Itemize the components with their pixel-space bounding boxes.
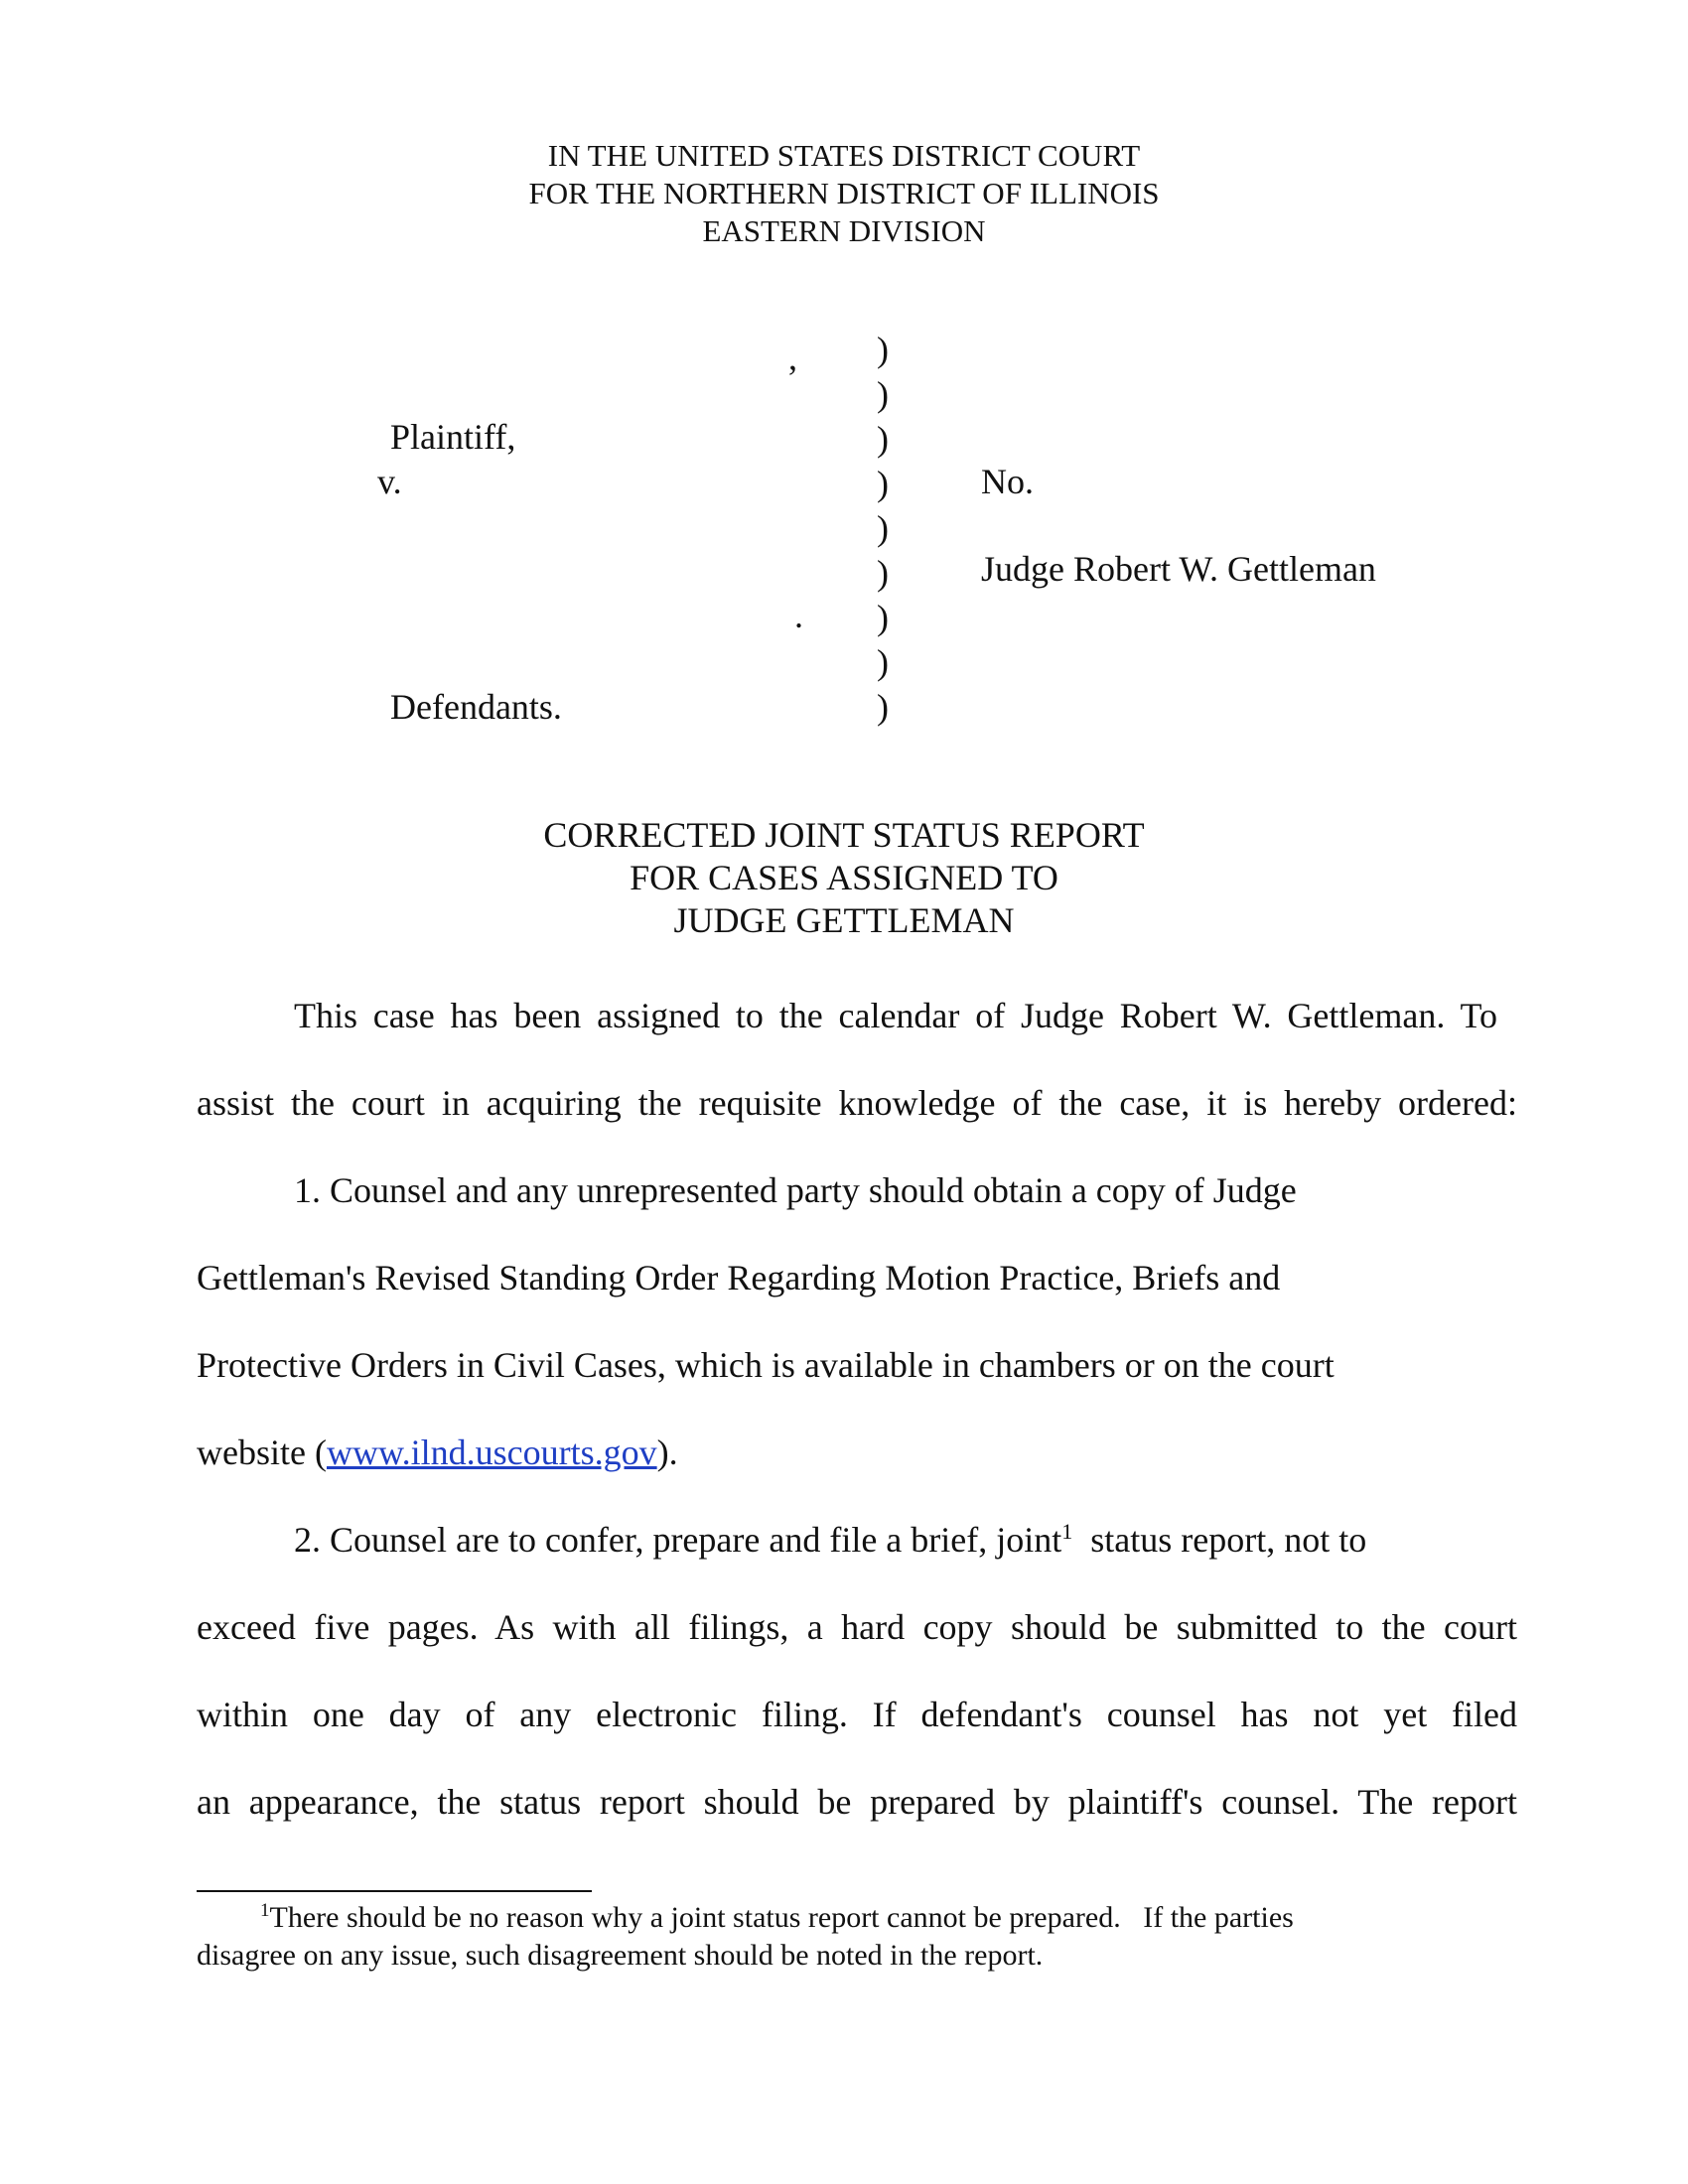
caption-paren: )	[877, 553, 889, 593]
document-title	[0, 814, 1688, 942]
caption-paren: )	[877, 598, 889, 637]
website-suffix: ).	[656, 1433, 678, 1472]
footnote-line: disagree on any issue, such disagreement should be noted in the report.	[197, 1939, 1044, 1972]
body-item2-line	[294, 1520, 1366, 1560]
body-item1-line: 1. Counsel and any unrepresented party should obtain a copy of Judge	[294, 1170, 1297, 1210]
body-intro-line: assist the court in acquiring the requisite knowledge of the case, it is hereby ordered:	[197, 1083, 1517, 1123]
body-item2-line: an appearance, the status report should be prepared by plaintiff's counsel. The report	[197, 1782, 1517, 1822]
caption-paren: )	[877, 508, 889, 548]
caption-defendant-period: .	[794, 596, 803, 635]
title-line: JUDGE GETTLEMAN	[673, 900, 1015, 940]
court-website-link[interactable]: www.ilnd.uscourts.gov	[326, 1433, 657, 1472]
court-district: FOR THE NORTHERN DISTRICT OF ILLINOIS	[528, 176, 1160, 210]
caption-paren: )	[877, 330, 889, 369]
item2-text: 2. Counsel are to confer, prepare and file a brief, joint	[294, 1520, 1062, 1560]
caption-paren: )	[877, 464, 889, 503]
footnote-marker: 1	[260, 1900, 270, 1921]
court-division: EASTERN DIVISION	[702, 213, 986, 248]
caption-case-number: No.	[981, 462, 1034, 501]
caption-paren: )	[877, 374, 889, 414]
body-item1-line: Gettleman's Revised Standing Order Regarding Motion Practice, Briefs and	[197, 1258, 1281, 1297]
footnote-separator	[197, 1890, 592, 1892]
caption-plaintiff-comma: ,	[788, 338, 797, 377]
body-item2-line: within one day of any electronic filing. If defendant's counsel has not yet filed	[197, 1695, 1517, 1734]
caption-paren: )	[877, 419, 889, 459]
item2-text: status report, not to	[1072, 1520, 1367, 1560]
body-item2-line: exceed five pages. As with all filings, a hard copy should be submitted to the court	[197, 1607, 1517, 1647]
title-line: CORRECTED JOINT STATUS REPORT	[543, 815, 1145, 855]
caption-plaintiff-label: Plaintiff,	[390, 417, 516, 457]
footnote-line	[260, 1900, 1294, 1936]
court-name: IN THE UNITED STATES DISTRICT COURT	[547, 138, 1141, 173]
caption-versus: v.	[377, 462, 402, 501]
caption-paren: )	[877, 687, 889, 727]
caption-defendants-label: Defendants.	[390, 687, 562, 727]
title-line: FOR CASES ASSIGNED TO	[630, 858, 1058, 897]
body-item1-line	[197, 1433, 678, 1472]
body-intro-line: This case has been assigned to the calendar of Judge Robert W. Gettleman. To	[294, 996, 1497, 1035]
caption-judge: Judge Robert W. Gettleman	[981, 549, 1376, 589]
footnote-text: There should be no reason why a joint status report cannot be prepared. If the parties	[269, 1901, 1294, 1934]
court-header	[0, 137, 1688, 250]
caption-paren: )	[877, 642, 889, 682]
footnote-reference: 1	[1061, 1519, 1073, 1544]
website-prefix: website (	[197, 1433, 327, 1472]
body-item1-line: Protective Orders in Civil Cases, which is available in chambers or on the court	[197, 1345, 1335, 1385]
